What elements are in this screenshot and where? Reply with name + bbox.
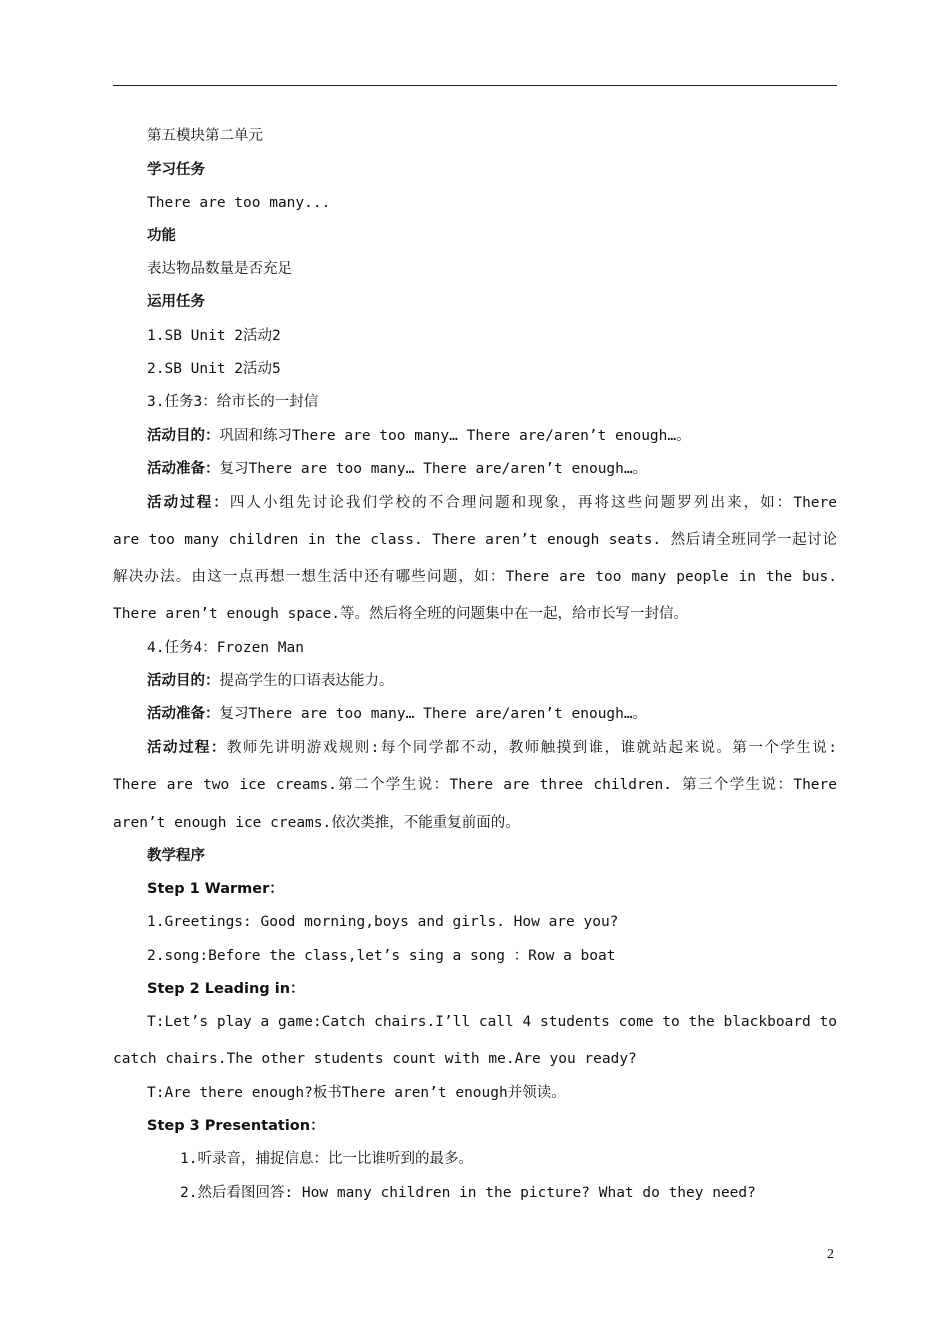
process-text: 四人小组先讨论我们学校的不合理问题和现象，再将这些问题罗列出来，如：There — [229, 495, 837, 511]
task3-process-line2: are too many children in the class. There aren’t enough seats. 然后请全班同学一起讨论 — [113, 532, 837, 548]
application-task-heading: 运用任务 — [147, 294, 205, 310]
step2-line-3: T:Are there enough?板书There aren’t enough并领读。 — [147, 1085, 566, 1101]
function-text: 表达物品数量是否充足 — [147, 261, 292, 277]
step2-line-2: catch chairs.The other students count with me.Are you ready? — [113, 1051, 637, 1067]
process-label: 活动过程： — [147, 495, 230, 511]
unit-heading: 第五模块第二单元 — [147, 128, 263, 144]
task3-process — [147, 493, 837, 513]
task-item-1: 1.SB Unit 2活动2 — [147, 328, 281, 344]
step1-item-1: 1.Greetings: Good morning,boys and girls. How are you? — [147, 914, 619, 930]
preparation-text: 复习There are too many… There are/aren’t enough…。 — [219, 706, 648, 722]
task4-process — [147, 738, 837, 758]
header-rule — [113, 85, 837, 86]
purpose-label: 活动目的： — [147, 673, 220, 689]
task-item-2: 2.SB Unit 2活动5 — [147, 361, 281, 377]
step2-heading: Step 2 Leading in： — [147, 981, 305, 997]
task3-purpose — [147, 426, 691, 446]
preparation-label: 活动准备： — [147, 461, 220, 477]
task3-process-line4: There aren’t enough space.等。然后将全班的问题集中在一起，给市长写一封信。 — [113, 606, 688, 622]
task4-purpose — [147, 671, 394, 691]
step1-heading: Step 1 Warmer： — [147, 881, 284, 897]
process-label: 活动过程： — [147, 740, 227, 756]
purpose-text: 提高学生的口语表达能力。 — [219, 673, 394, 689]
task4-process-line2: There are two ice creams.第二个学生说：There are three children. 第三个学生说：There — [113, 777, 837, 793]
step1-item-2: 2.song:Before the class,let’s sing a song ：Row a boat — [147, 948, 616, 964]
purpose-text: 巩固和练习There are too many… There are/aren’t enough…。 — [219, 428, 691, 444]
preparation-text: 复习There are too many… There are/aren’t enough…。 — [219, 461, 648, 477]
teaching-procedure-heading: 教学程序 — [147, 848, 205, 864]
step2-line-1: T:Let’s play a game:Catch chairs.I’ll call 4 students come to the blackboard to — [147, 1014, 837, 1030]
learning-task-text: There are too many... — [147, 195, 331, 211]
task4-preparation — [147, 704, 647, 724]
step3-heading: Step 3 Presentation： — [147, 1118, 325, 1134]
preparation-label: 活动准备： — [147, 706, 220, 722]
page-number: 2 — [827, 1247, 834, 1262]
task3-preparation — [147, 459, 647, 479]
task-item-4: 4.任务4：Frozen Man — [147, 640, 304, 656]
step3-item-1: 1.听录音，捕捉信息：比一比谁听到的最多。 — [180, 1151, 473, 1167]
task3-process-line3: 解决办法。由这一点再想一想生活中还有哪些问题，如：There are too many people in the bus. — [113, 569, 837, 585]
learning-task-heading: 学习任务 — [147, 162, 205, 178]
function-heading: 功能 — [147, 228, 176, 244]
task4-process-line3: aren’t enough ice creams.依次类推，不能重复前面的。 — [113, 815, 520, 831]
step3-item-2: 2.然后看图回答: How many children in the picture? What do they need? — [180, 1185, 756, 1201]
purpose-label: 活动目的： — [147, 428, 220, 444]
process-text: 教师先讲明游戏规则:每个同学都不动，教师触摸到谁，谁就站起来说。第一个学生说: — [226, 740, 837, 756]
task-item-3: 3.任务3：给市长的一封信 — [147, 394, 319, 410]
